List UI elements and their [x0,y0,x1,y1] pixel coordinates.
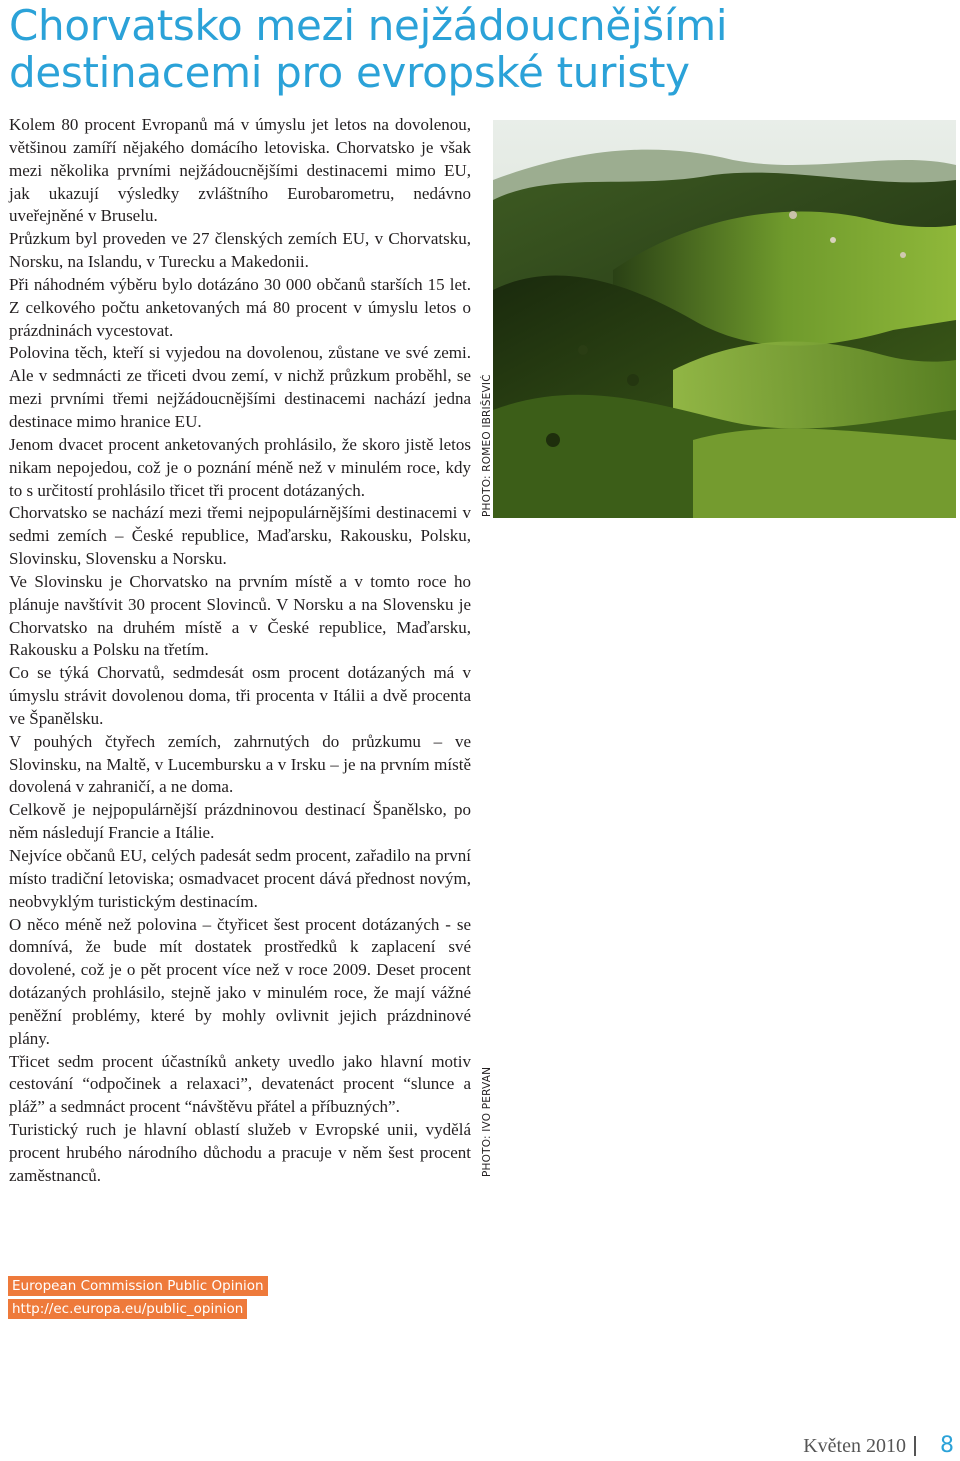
photo-credit: PHOTO: IVO PERVAN [481,1066,493,1177]
paragraph: Jenom dvacet procent anketovaných prohlásilo, že skoro jistě letos nikam nepojedou, což je o poznání méně než v minulém roce, kdy to s určitostí prohlásilo třicet tři procent dotázaných. [9,434,471,500]
article-title: Chorvatsko mezi nejžádoucnějšími destinacemi pro evropské turisty [9,1,728,97]
source-url-link[interactable]: http://ec.europa.eu/public_opinion [8,1299,247,1319]
paragraph: Celkově je nejpopulárnější prázdninovou destinací Španělsko, po něm následují Francie a Itálie. [9,800,471,843]
paragraph: Při náhodném výběru bylo dotázáno 30 000 občanů starších 15 let. Z celkového počtu anketovaných má 80 procent v úmyslu letos o prázdninách vycestovat. [9,274,471,340]
source-label: European Commission Public Opinion [8,1276,268,1296]
paragraph: Turistický ruch je hlavní oblastí služeb v Evropské unii, vydělá procent hrubého národního důchodu a pracuje v něm šest procent zaměstnanců. [9,1120,471,1185]
paragraph: V pouhých čtyřech zemích, zahrnutých do průzkumu – ve Slovinsku, na Maltě, v Lucembursku a v Irsku – je na prvním místě dovolená v zahraničí, a ne doma. [9,731,471,797]
green-hills-image [493,120,956,518]
page-footer [803,1431,954,1461]
article-body [9,114,471,1188]
footer-divider [914,1436,916,1456]
paragraph: Ve Slovinsku je Chorvatsko na prvním místě a v tomto roce ho plánuje navštívit 30 procent Slovinců. V Norsku a na Slovensku je Chorvatsko na druhém místě a v České republice, Maďarsku, Rakousku a Polsku na třetím. [9,571,471,660]
paragraph: Polovina těch, kteří si vyjedou na dovolenou, zůstane ve své zemi. Ale v sedmnácti ze třiceti dvou zemí, v nichž průzkum proběhl, se mezi prvními třemi nejžádoucnějšími destinacemi nachází jedna destinace mimo hranice EU. [9,343,471,431]
issue-date: Květen 2010 [803,1435,906,1457]
paragraph: Kolem 80 procent Evropanů má v úmyslu jet letos na dovolenou, většinou zamíří nějakého domácího letoviska. Chorvatsko je však mezi několika prvními nejžádoucnějšími destinacemi mimo EU, jak ukazují výsledky zvláštního Eurobarometru, nedávno uveřejněné v Bruselu. [9,115,471,226]
page-number: 8 [940,1433,954,1458]
paragraph: Co se týká Chorvatů, sedmdesát osm procent dotázaných má v úmyslu strávit dovolenou doma, tři procenta v Itálii a dvě procenta ve Španělsku. [9,663,471,728]
landscape-photo [493,120,956,518]
paragraph: Nejvíce občanů EU, celých padesát sedm procent, zařadilo na první místo tradiční letoviska; osmadvacet procent dává přednost novým, neobvyklým turistickým destinacím. [9,846,471,911]
paragraph: Chorvatsko se nachází mezi třemi nejpopulárnějšími destinacemi v sedmi zemích – České republice, Maďarsku, Rakousku, Polsku, Slovinsku, Slovensku a Norsku. [9,503,471,569]
paragraph: Průzkum byl proveden ve 27 členských zemích EU, v Chorvatsku, Norsku, na Islandu, v Turecku a Makedonii. [9,229,471,272]
paragraph: O něco méně než polovina – čtyřicet šest procent dotázaných - se domnívá, že bude mít dostatek prostředků k zaplacení své dovolené, což je o pět procent více než v roce 2009. Deset procent dotázaných prohlásilo, stejně jako v minulém roce, že mají vážné peněžní problémy, které by mohly ovlivnit jejich prázdninové plány. [9,914,471,1048]
photo-credit: PHOTO: ROMEO IBRIŠEVIĆ [481,374,493,517]
paragraph: Třicet sedm procent účastníků ankety uvedlo jako hlavní motiv cestování “odpočinek a relaxaci”, devatenáct procent “slunce a pláž” a sedmnáct procent “návštěvu přátel a příbuzných”. [9,1051,471,1117]
